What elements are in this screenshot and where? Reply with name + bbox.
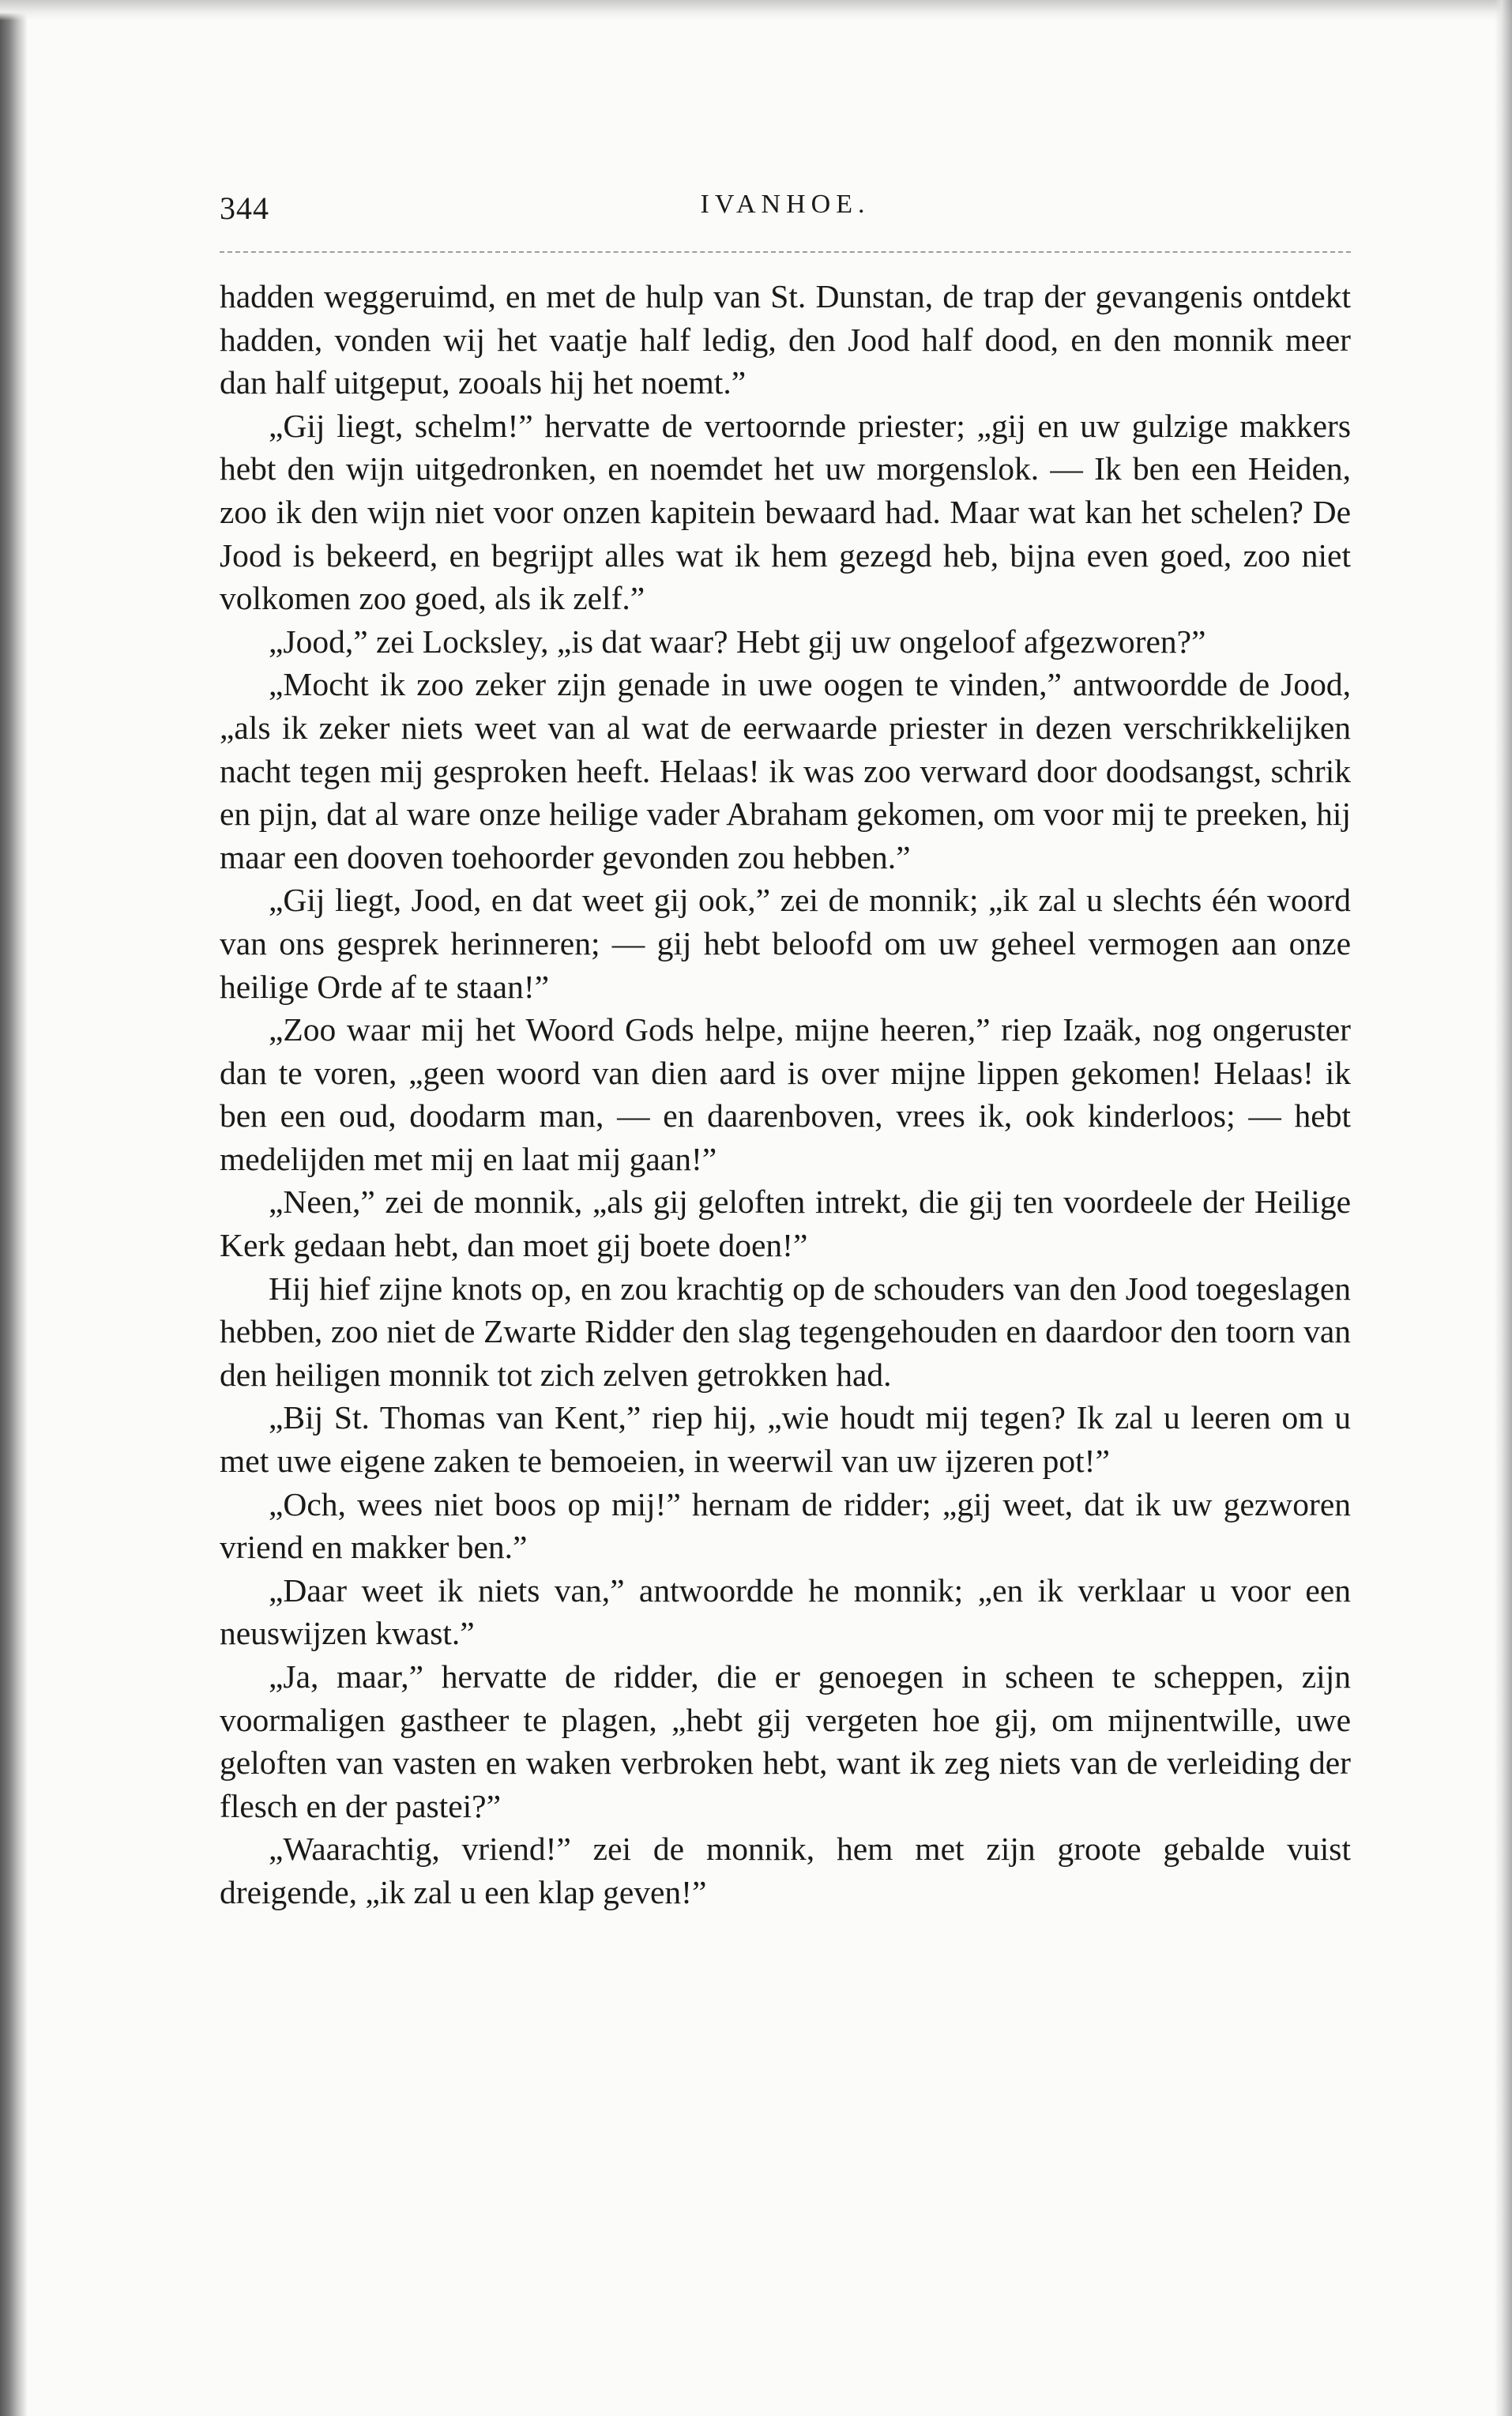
page-header (220, 190, 1351, 237)
header-rule (220, 251, 1351, 253)
body-text (220, 275, 1351, 1914)
running-title: IVANHOE. (700, 190, 871, 219)
page-number: 344 (220, 190, 269, 226)
paragraph: hadden weggeruimd, en met de hulp van St. Dunstan, de trap der gevangenis ontdekt hadden, vonden wij het vaatje half ledig, den Jood half dood, en den monnik meer dan half uitgeput, zooals hij het noemt.” (220, 278, 1351, 401)
paragraph: „Waarachtig, vriend!” zei de monnik, hem met zijn groote gebalde vuist dreigende, „ik zal u een klap geven!” (220, 1831, 1351, 1910)
paragraph: „Gij liegt, schelm!” hervatte de vertoornde priester; „gij en uw gulzige makkers hebt den wijn uitgedronken, en noemdet het uw morgenslok. — Ik ben een Heiden, zoo ik den wijn niet voor onzen kapitein bewaard had. Maar wat kan het schelen? De Jood is bekeerd, en begrijpt alles wat ik hem gezegd heb, bijna even goed, zoo niet volkomen zoo goed, als ik zelf.” (220, 407, 1351, 617)
scan-top-edge (0, 0, 1512, 21)
paragraph: „Daar weet ik niets van,” antwoordde he monnik; „en ik verklaar u voor een neuswijzen kwast.” (220, 1571, 1351, 1652)
scan-right-edge (1495, 0, 1512, 2416)
paragraph: „Bij St. Thomas van Kent,” riep hij, „wie houdt mij tegen? Ik zal u leeren om u met uwe eigene zaken te bemoeien, in weerwil van uw ijzeren pot!” (220, 1399, 1351, 1480)
paragraph: „Neen,” zei de monnik, „als gij geloften intrekt, die gij ten voordeele der Heilige Kerk gedaan hebt, dan moet gij boete doen!” (220, 1184, 1351, 1264)
paragraph: „Mocht ik zoo zeker zijn genade in uwe oogen te vinden,” antwoordde de Jood, „als ik zeker niets weet van al wat de eerwaarde priester in dezen verschrikkelijken nacht tegen mij gesproken heeft. Helaas! ik was zoo verward door doodsangst, schrik en pijn, dat al ware onze heilige vader Abraham gekomen, om voor mij te preeken, hij maar een dooven toehoorder gevonden zou hebben.” (220, 666, 1351, 875)
paragraph: „Jood,” zei Locksley, „is dat waar? Hebt gij uw ongeloof afgezworen?” (269, 623, 1206, 660)
scan-binding-edge (0, 0, 27, 2416)
paragraph: „Zoo waar mij het Woord Gods helpe, mijne heeren,” riep Izaäk, nog ongeruster dan te voren, „geen woord van dien aard is over mijne lippen gekomen! Helaas! ik ben een oud, doodarm man, — en daarenboven, vrees ik, ook kinderloos; — hebt medelijden met mij en laat mij gaan!” (220, 1011, 1351, 1177)
paragraph: „Ja, maar,” hervatte de ridder, die er genoegen in scheen te scheppen, zijn voormaligen gastheer te plagen, „hebt gij vergeten hoe gij, om mijnentwille, uwe geloften van vasten en waken verbroken hebt, want ik zeg niets van de verleiding der flesch en der pastei?” (220, 1658, 1351, 1824)
paragraph: Hij hief zijne knots op, en zou krachtig op de schouders van den Jood toegeslagen hebben, zoo niet de Zwarte Ridder den slag tegengehouden en daardoor den toorn van den heiligen monnik tot zich zelven getrokken had. (220, 1270, 1351, 1393)
paragraph: „Och, wees niet boos op mij!” hernam de ridder; „gij weet, dat ik uw gezworen vriend en makker ben.” (220, 1485, 1351, 1566)
paragraph: „Gij liegt, Jood, en dat weet gij ook,” zei de monnik; „ik zal u slechts één woord van ons gesprek herinneren; — gij hebt beloofd om uw geheel vermogen aan onze heilige Orde af te staan!” (220, 882, 1351, 1005)
